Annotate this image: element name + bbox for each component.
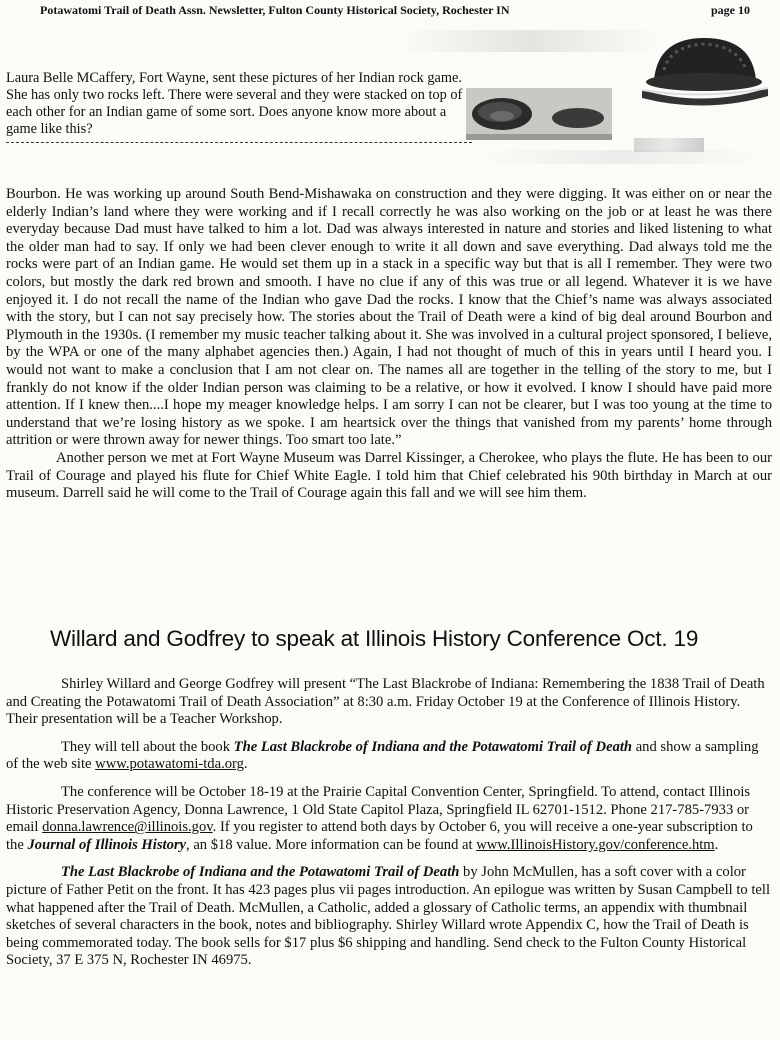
book-title: The Last Blackrobe of Indiana and the Potawatomi Trail of Death (61, 864, 460, 881)
website-link[interactable]: www.potawatomi-tda.org (95, 756, 244, 773)
text-run: . (243, 756, 248, 773)
conference-link[interactable]: www.IllinoisHistory.gov/conference.htm (476, 836, 715, 853)
bleed-through-smudge (480, 150, 760, 164)
dashed-divider (6, 142, 472, 143)
email-link[interactable]: donna.lawrence@illinois.gov (42, 819, 213, 836)
rock-story (6, 186, 772, 503)
article-paragraph (6, 864, 772, 970)
text-run: by John McMullen, has a soft cover with a color picture of Father Petit on the front. It has 423 pages plus vii pages introduction. An epilogue was written by Susan Campbell to tell what happened after the Trail of Death. McMullen, a Catholic, added a glossary of Catholic terms, an appendix with thumbnail sketches of several characters in the book, notes and bibliography. Shirley Willard wrote Appendix C, how the Trail of Death is being commemorated today. The book sells for $17 plus $6 shipping and handling. Send check to the Fulton County Historical Society, 37 E 375 N, Rochester IN 46975. (6, 864, 771, 969)
text-run: and show a sampling of the web site (6, 738, 759, 773)
conference-article (6, 676, 772, 970)
bleed-through-smudge (400, 30, 660, 52)
rock-game-intro: Laura Belle MCaffery, Fort Wayne, sent these pictures of her Indian rock game. She has only two rocks left. There were several and they were stacked on top of each other for an Indian game of some sort. Does anyone know more about a game like this? (6, 70, 463, 137)
text-run: , an $18 value. More information can be found at (186, 836, 477, 853)
text-run: They will tell about the book (61, 738, 234, 755)
dome-rock-image (634, 30, 774, 115)
article-paragraph: Shirley Willard and George Godfrey will present “The Last Blackrobe of Indiana: Remembering the 1838 Trail of Death and Creating the Potawatomi Trail of Death Association” at 8:30 a.m. Friday October 19 at the Conference of Illinois History. Their presentation will be a Teacher Workshop. (6, 676, 765, 728)
article-paragraph (6, 784, 772, 854)
story-paragraph: Bourbon. He was working up around South Bend-Mishawaka on construction and they were digging. It was either on or near the elderly Indian’s land where they were working and if I recall correctly he was also working on the job or at least he was there everyday because Dad must have talked to him a lot. Dad was always interested in nature and stories and liked listening to what the older man had to say. If only we had been clever enough to write it all down and save everything. Dad always told me the rocks were part of an Indian game. He would set them up in a stack in a specific way but that is all I remember. They were two colors, but mostly the dark red brown and smooth. I have no clue if any of this was true or all legend. Whatever it is we have enjoyed it. I do not recall the name of the Indian who gave Dad the rocks. I know that the Chief’s name was always associated with the story, but I can not say precisely how. The stories about the Trail of Death were a kind of big deal around Bourbon and Plymouth in the 1930s. (I remember my music teacher talking about it. She was involved in a cultural project sponsored, I believe, by the WPA or one of the many alphabet agencies then.) Again, I had not thought of much of this in years until I heard you. I would not want to make a conclusion that I am not clear on. The names all are together in the telling of the story to me, but I frankly do not know if the older Indian person was claiming to be a relative, or how it evolved. I know I should have paid more attention. If I knew then....I hope my meager knowledge helps. I am sorry I can not be clearer, but I was too young at the time to understand that we’re losing history as we spoke. I am heartsick over the things that vanished from my parents’ home through attrition or were thrown away for newer things. Too smart too late.” (6, 186, 772, 449)
journal-title: Journal of Illinois History (27, 836, 187, 853)
story-paragraph: Another person we met at Fort Wayne Museum was Darrel Kissinger, a Cherokee, who plays the flute. He has been to our Trail of Courage and played his flute for Chief White Eagle. I told him that Chief celebrated his 90th birthday in March at our museum. Darrell said he will come to the Trail of Courage again this fall and we will see him them. (6, 449, 772, 502)
newsletter-title: Potawatomi Trail of Death Assn. Newsletter, Fulton County Historical Society, Rochester IN (40, 3, 510, 17)
photo-caption-smudge (634, 138, 704, 152)
text-run: . (714, 836, 719, 853)
page-number: page 10 (711, 3, 750, 17)
rock-photo-dome (634, 30, 774, 115)
flat-rock-image (466, 88, 612, 140)
text-run: . If you register to attend both days by October 6, you will receive a one-year subscription to the (6, 819, 753, 853)
text-run: The conference will be October 18-19 at the Prairie Capital Convention Center, Springfield. To attend, contact Illinois Historic Preservation Agency, Donna Lawrence, 1 Old State Capitol Plaza, Springfield IL 62701-1512. Phone 217-785-7933 or email (6, 783, 751, 836)
article-headline: Willard and Godfrey to speak at Illinois History Conference Oct. 19 (50, 626, 699, 651)
book-title: The Last Blackrobe of Indiana and the Potawatomi Trail of Death (233, 738, 633, 755)
article-paragraph (6, 739, 772, 774)
rock-photo-flat (466, 88, 612, 140)
